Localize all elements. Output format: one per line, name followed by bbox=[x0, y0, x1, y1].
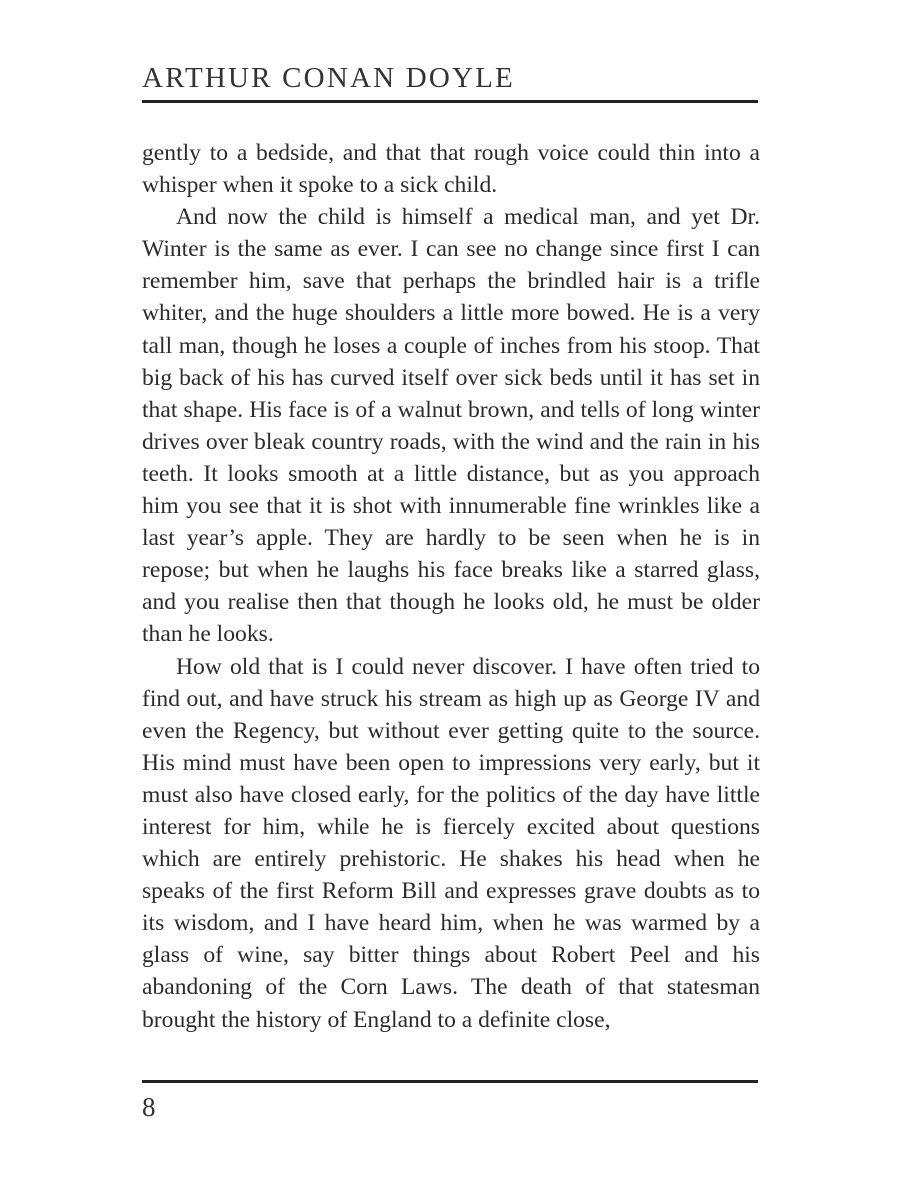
paragraph-continuation: gently to a bedside, and that that rough voice could thin into a whisper when it spoke to a sick child. bbox=[142, 140, 760, 199]
header-rule bbox=[142, 100, 758, 103]
page-number: 8 bbox=[142, 1092, 156, 1122]
paragraph: How old that is I could never discover. I have often tried to find out, and have struck his stream as high up as George IV and even the Regency, but without ever getting quite to the source. His mind must have been open to impressions very early, but it must also have closed early, for the politics of the day have little interest for him, while he is fiercely excited about questions which are entirely prehistoric. He shakes his head when he speaks of the first Reform Bill and expresses grave doubts as to its wisdom, and I have heard him, when he was warmed by a glass of wine, say bitter things about Robert Peel and his abandoning of the Corn Laws. The death of that statesman brought the history of England to a definite close, bbox=[142, 653, 760, 1033]
paragraph: And now the child is himself a medical man, and yet Dr. Winter is the same as ever. I can see no change since first I can remember him, save that perhaps the brindled hair is a trifle whiter, and the huge shoulders a little more bowed. He is a very tall man, though he loses a couple of inches from his stoop. That big back of his has curved itself over sick beds until it has set in that shape. His face is of a walnut brown, and tells of long winter drives over bleak country roads, with the wind and the rain in his teeth. It looks smooth at a little distance, but as you approach him you see that it is shot with innumerable fine wrinkles like a last year’s apple. They are hardly to be seen when he is in repose; but when he laughs his face breaks like a starred glass, and you realise then that though he looks old, he must be older than he looks. bbox=[142, 204, 760, 648]
running-head: ARTHUR CONAN DOYLE bbox=[142, 62, 515, 94]
body-text bbox=[142, 137, 760, 1036]
footer-rule bbox=[142, 1080, 758, 1083]
